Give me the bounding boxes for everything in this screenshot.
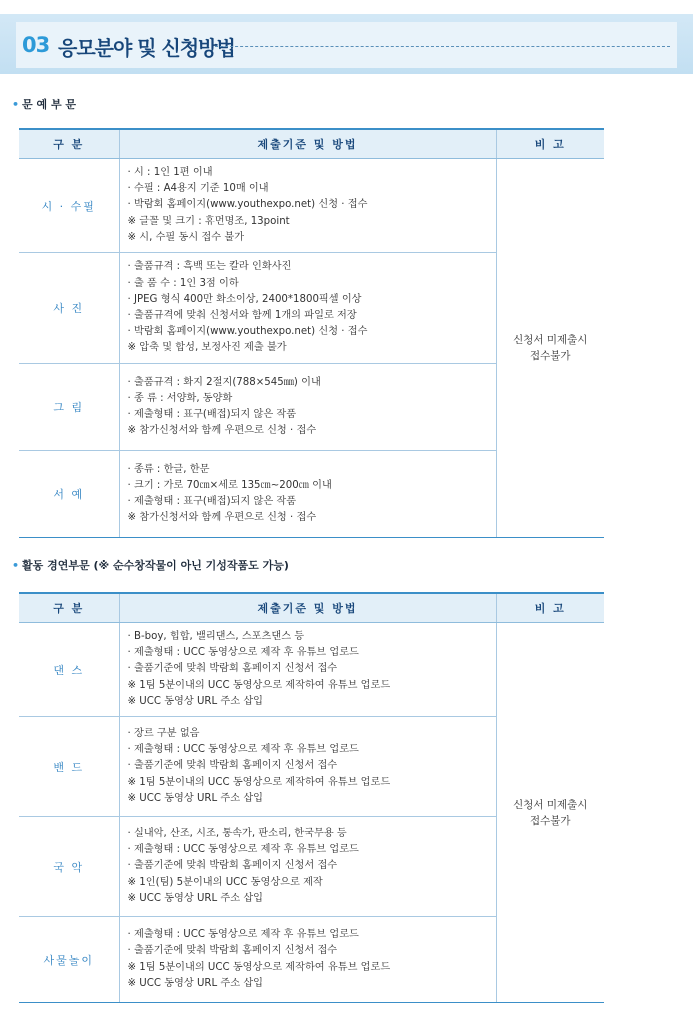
column-header-remarks: 비 고 [496,593,604,623]
table-row [19,623,604,717]
category-cell: 사물놀이 [19,917,119,1003]
bullet-icon: • [12,98,20,111]
title-divider [215,46,670,47]
criteria-line: · B-boy, 힙합, 밸리댄스, 스포츠댄스 등 [127,631,305,642]
criteria-line: · 실내악, 산조, 시조, 통속가, 판소리, 한국무용 등 [127,828,347,839]
criteria-line: ※ 시, 수필 동시 접수 불가 [127,231,245,243]
criteria-cell [119,817,496,917]
column-header-category: 구 분 [19,129,119,159]
criteria-line: ※ 1팀 5분이내의 UCC 동영상으로 제작하여 유튜브 업로드 [127,961,391,973]
performance-table [19,592,604,1003]
criteria-line: · 수필 : A4용지 기준 10매 이내 [127,183,269,195]
column-header-criteria: 제출기준 및 방법 [119,593,496,623]
section-number: 03 [22,33,50,57]
criteria-line: · 제출형태 : UCC 동영상으로 제작 후 유튜브 업로드 [127,744,359,756]
column-header-remarks: 비 고 [496,129,604,159]
criteria-line: · 종 류 : 서양화, 동양화 [127,392,233,404]
criteria-line: · 제출형태 : 표구(배접)되지 않은 작품 [127,496,297,508]
criteria-line: · 출품규격에 맞춰 신청서와 함께 1개의 파일로 저장 [127,310,357,322]
criteria-line: · 크기 : 가로 70㎝×세로 135㎝~200㎝ 이내 [127,479,332,491]
criteria-line: · 출품기준에 맞춰 박람회 홈페이지 신청서 접수 [127,663,338,675]
criteria-cell [119,623,496,717]
criteria-line: · 제출형태 : UCC 동영상으로 제작 후 유튜브 업로드 [127,929,359,941]
category-cell: 국 악 [19,817,119,917]
remarks-line: 접수불가 [529,814,571,827]
criteria-cell [119,917,496,1003]
criteria-line: · 출품기준에 맞춰 박람회 홈페이지 신청서 접수 [127,945,338,957]
criteria-line: · 출품규격 : 흑백 또는 칼라 인화사진 [127,261,292,273]
table-row [19,159,604,253]
criteria-line: · 시 : 1인 1편 이내 [127,167,213,178]
column-header-category: 구 분 [19,593,119,623]
category-cell: 밴 드 [19,717,119,817]
criteria-line: ※ 참가신청서와 함께 우편으로 신청 · 접수 [127,425,317,437]
section-label-text: 문 예 부 문 [22,98,77,111]
section-label-performance [12,557,289,573]
criteria-line: · 제출형태 : UCC 동영상으로 제작 후 유튜브 업로드 [127,844,359,856]
remarks-line: 접수불가 [529,350,571,362]
criteria-cell [119,717,496,817]
literary-table [19,128,604,538]
criteria-cell [119,364,496,451]
criteria-line: ※ 참가신청서와 함께 우편으로 신청 · 접수 [127,512,317,524]
criteria-line: ※ 1인(팀) 5분이내의 UCC 동영상으로 제작 [127,876,323,888]
criteria-line: · 박람회 홈페이지(www.youthexpo.net) 신청 · 접수 [127,199,368,211]
category-cell: 댄 스 [19,623,119,717]
remarks-line: 신청서 미제출시 [513,798,588,811]
remarks-cell [496,159,604,538]
criteria-line: · 출품규격 : 화지 2절지(788×545㎜) 이내 [127,376,321,388]
criteria-line: · 박람회 홈페이지(www.youthexpo.net) 신청 · 접수 [127,326,368,338]
bullet-icon: • [12,559,20,572]
criteria-line: ※ UCC 동영상 URL 주소 삽입 [127,892,264,904]
category-cell: 시 · 수필 [19,159,119,253]
remarks-line: 신청서 미제출시 [513,334,588,346]
category-cell: 서 예 [19,451,119,538]
criteria-line: ※ 1팀 5분이내의 UCC 동영상으로 제작하여 유튜브 업로드 [127,679,391,691]
criteria-line: · 종류 : 한글, 한문 [127,463,210,475]
criteria-line: · 장르 구분 없음 [127,728,200,739]
criteria-line: ※ 글꼴 및 크기 : 휴먼명조, 13point [127,215,290,227]
section-label-text: 활동 경연부문 (※ 순수창작물이 아닌 기성작품도 가능) [22,559,289,572]
criteria-line: · JPEG 형식 400만 화소이상, 2400*1800픽셀 이상 [127,293,362,305]
remarks-cell [496,623,604,1003]
criteria-line: ※ UCC 동영상 URL 주소 삽입 [127,792,264,804]
category-cell: 그 림 [19,364,119,451]
criteria-line: · 제출형태 : UCC 동영상으로 제작 후 유튜브 업로드 [127,647,359,659]
criteria-line: ※ UCC 동영상 URL 주소 삽입 [127,695,264,707]
section-label-literary [12,96,76,112]
criteria-line: ※ 1팀 5분이내의 UCC 동영상으로 제작하여 유튜브 업로드 [127,776,391,788]
criteria-line: · 제출형태 : 표구(배접)되지 않은 작품 [127,409,297,421]
criteria-cell [119,159,496,253]
category-cell: 사 진 [19,253,119,364]
criteria-line: · 출품기준에 맞춰 박람회 홈페이지 신청서 접수 [127,760,338,772]
criteria-cell [119,253,496,364]
criteria-line: ※ UCC 동영상 URL 주소 삽입 [127,977,264,989]
page-title: 응모분야 및 신청방법 [58,36,235,60]
criteria-line: · 출품기준에 맞춰 박람회 홈페이지 신청서 접수 [127,860,338,872]
criteria-line: · 출 품 수 : 1인 3점 이하 [127,277,239,289]
column-header-criteria: 제출기준 및 방법 [119,129,496,159]
criteria-cell [119,451,496,538]
criteria-line: ※ 압축 및 합성, 보정사진 제출 불가 [127,342,287,354]
